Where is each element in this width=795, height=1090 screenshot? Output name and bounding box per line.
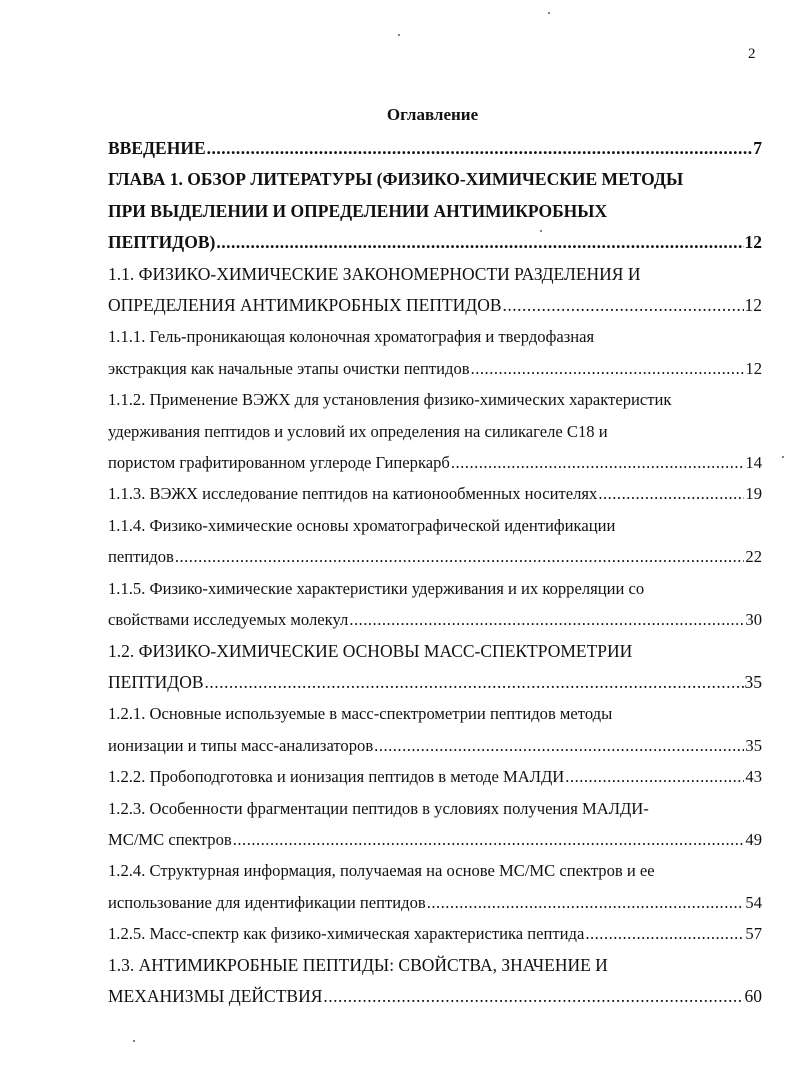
- toc-entry-line: 1.2.1. Основные используемые в масс-спектрометрии пептидов методы: [108, 704, 613, 724]
- toc-entry-last-line: [108, 824, 762, 855]
- toc-page-number: 60: [744, 985, 762, 1006]
- toc-page-number: 19: [745, 484, 762, 504]
- toc-entry: [108, 793, 762, 856]
- toc-entry-line: 1.2.3. Особенности фрагментации пептидов в условиях получения МАЛДИ-: [108, 798, 649, 818]
- toc-entry-last-line: [108, 447, 762, 478]
- toc-entry: [108, 478, 762, 509]
- toc-entry-last-line: [108, 887, 762, 918]
- toc-entry: [108, 510, 762, 573]
- toc-page-number: 22: [745, 547, 762, 567]
- toc-entry-last-line: [108, 541, 762, 572]
- toc-entry: [108, 918, 762, 949]
- toc-entry-last-line: [108, 981, 762, 1012]
- toc-entry-last-line: [108, 918, 762, 949]
- toc-entry-text: МС/МС спектров: [108, 829, 232, 849]
- toc-entry: [108, 855, 762, 918]
- dot-leader: [598, 478, 744, 509]
- toc-entry-line: 1.1.4. Физико-химические основы хроматографической идентификации: [108, 515, 616, 535]
- toc-entry-line: 1.1. ФИЗИКО-ХИМИЧЕСКИЕ ЗАКОНОМЕРНОСТИ РАЗДЕЛЕНИЯ И: [108, 263, 641, 284]
- toc-entry-text: ОПРЕДЕЛЕНИЯ АНТИМИКРОБНЫХ ПЕПТИДОВ: [108, 295, 502, 316]
- dot-leader: [427, 887, 745, 918]
- page-number: 2: [748, 46, 756, 62]
- scan-speck: [782, 456, 784, 458]
- toc-entry: [108, 698, 762, 761]
- scan-speck: [133, 1040, 135, 1042]
- toc-entry-last-line: [108, 667, 762, 698]
- toc-page-number: 43: [745, 767, 762, 787]
- dot-leader: [374, 730, 744, 761]
- toc-entry-text: ПЕПТИДОВ): [108, 232, 216, 253]
- toc-page-number: 12: [744, 295, 762, 316]
- dot-leader: [349, 604, 744, 635]
- dot-leader: [175, 541, 745, 572]
- table-of-contents: [108, 133, 762, 1012]
- dot-leader: [233, 824, 745, 855]
- toc-page-number: 14: [745, 453, 762, 473]
- toc-entry-text: использование для идентификации пептидов: [108, 892, 426, 912]
- scan-speck: [540, 230, 542, 232]
- toc-entry: [108, 321, 762, 384]
- toc-entry-last-line: [108, 227, 762, 258]
- toc-entry-line: ГЛАВА 1. ОБЗОР ЛИТЕРАТУРЫ (ФИЗИКО-ХИМИЧЕСКИЕ МЕТОДЫ: [108, 169, 684, 190]
- toc-entry-line: 1.2.4. Структурная информация, получаемая на основе МС/МС спектров и ее: [108, 861, 655, 881]
- toc-entry-last-line: [108, 290, 762, 321]
- toc-entry-text: ВВЕДЕНИЕ: [108, 138, 206, 158]
- toc-entry-text: экстракция как начальные этапы очистки пептидов: [108, 358, 470, 378]
- toc-page-number: 30: [745, 610, 762, 630]
- toc-page-number: 12: [744, 232, 762, 253]
- toc-entry-text: пептидов: [108, 547, 174, 567]
- toc-entry-text: МЕХАНИЗМЫ ДЕЙСТВИЯ: [108, 985, 323, 1006]
- toc-entry-last-line: [108, 730, 762, 761]
- toc-entry-text: пористом графитированном углероде Гиперкарб: [108, 453, 450, 473]
- toc-entry-last-line: [108, 478, 762, 509]
- toc-entry: [108, 133, 762, 164]
- toc-entry-last-line: [108, 133, 762, 164]
- toc-entry-line: удерживания пептидов и условий их определения на силикагеле С18 и: [108, 421, 608, 441]
- toc-page-number: 54: [745, 892, 762, 912]
- toc-entry-line: 1.3. АНТИМИКРОБНЫЕ ПЕПТИДЫ: СВОЙСТВА, ЗНАЧЕНИЕ И: [108, 954, 608, 975]
- dot-leader: [451, 447, 745, 478]
- dot-leader: [585, 918, 744, 949]
- dot-leader: [205, 667, 744, 698]
- toc-page-number: 12: [745, 358, 762, 378]
- toc-entry-line: 1.1.5. Физико-химические характеристики удерживания и их корреляции со: [108, 578, 645, 598]
- dot-leader: [216, 227, 743, 258]
- toc-entry-line: 1.1.2. Применение ВЭЖХ для установления физико-химических характеристик: [108, 390, 672, 410]
- toc-page-number: 7: [753, 138, 762, 158]
- toc-entry-text: 1.1.3. ВЭЖХ исследование пептидов на катионообменных носителях: [108, 484, 598, 504]
- toc-page-number: 35: [744, 671, 762, 692]
- toc-entry-line: ПРИ ВЫДЕЛЕНИИ И ОПРЕДЕЛЕНИИ АНТИМИКРОБНЫХ: [108, 200, 608, 221]
- scan-speck: [398, 34, 400, 36]
- toc-entry-text: ионизации и типы масс-анализаторов: [108, 735, 374, 755]
- toc-entry-line: 1.2. ФИЗИКО-ХИМИЧЕСКИЕ ОСНОВЫ МАСС-СПЕКТРОМЕТРИИ: [108, 640, 633, 661]
- toc-entry: [108, 164, 762, 258]
- toc-entry-text: ПЕПТИДОВ: [108, 671, 204, 692]
- toc-entry-text: 1.2.2. Пробоподготовка и ионизация пептидов в методе МАЛДИ: [108, 767, 565, 787]
- dot-leader: [565, 761, 744, 792]
- toc-page-number: 57: [745, 924, 762, 944]
- scan-speck: [548, 12, 550, 14]
- toc-entry: [108, 636, 762, 699]
- dot-leader: [503, 290, 744, 321]
- toc-entry-last-line: [108, 604, 762, 635]
- toc-entry-text: свойствами исследуемых молекул: [108, 610, 349, 630]
- toc-entry-last-line: [108, 353, 762, 384]
- toc-page-number: 49: [745, 829, 762, 849]
- toc-entry: [108, 259, 762, 322]
- toc-entry: [108, 761, 762, 792]
- toc-entry-line: 1.1.1. Гель-проникающая колоночная хроматография и твердофазная: [108, 327, 595, 347]
- dot-leader: [323, 981, 743, 1012]
- toc-entry-text: 1.2.5. Масс-спектр как физико-химическая характеристика пептида: [108, 924, 585, 944]
- dot-leader: [207, 133, 753, 164]
- toc-page-number: 35: [745, 735, 762, 755]
- toc-entry: [108, 950, 762, 1013]
- toc-entry: [108, 573, 762, 636]
- toc-entry-last-line: [108, 761, 762, 792]
- dot-leader: [471, 353, 745, 384]
- toc-title: Оглавление: [386, 105, 479, 124]
- toc-entry: [108, 384, 762, 478]
